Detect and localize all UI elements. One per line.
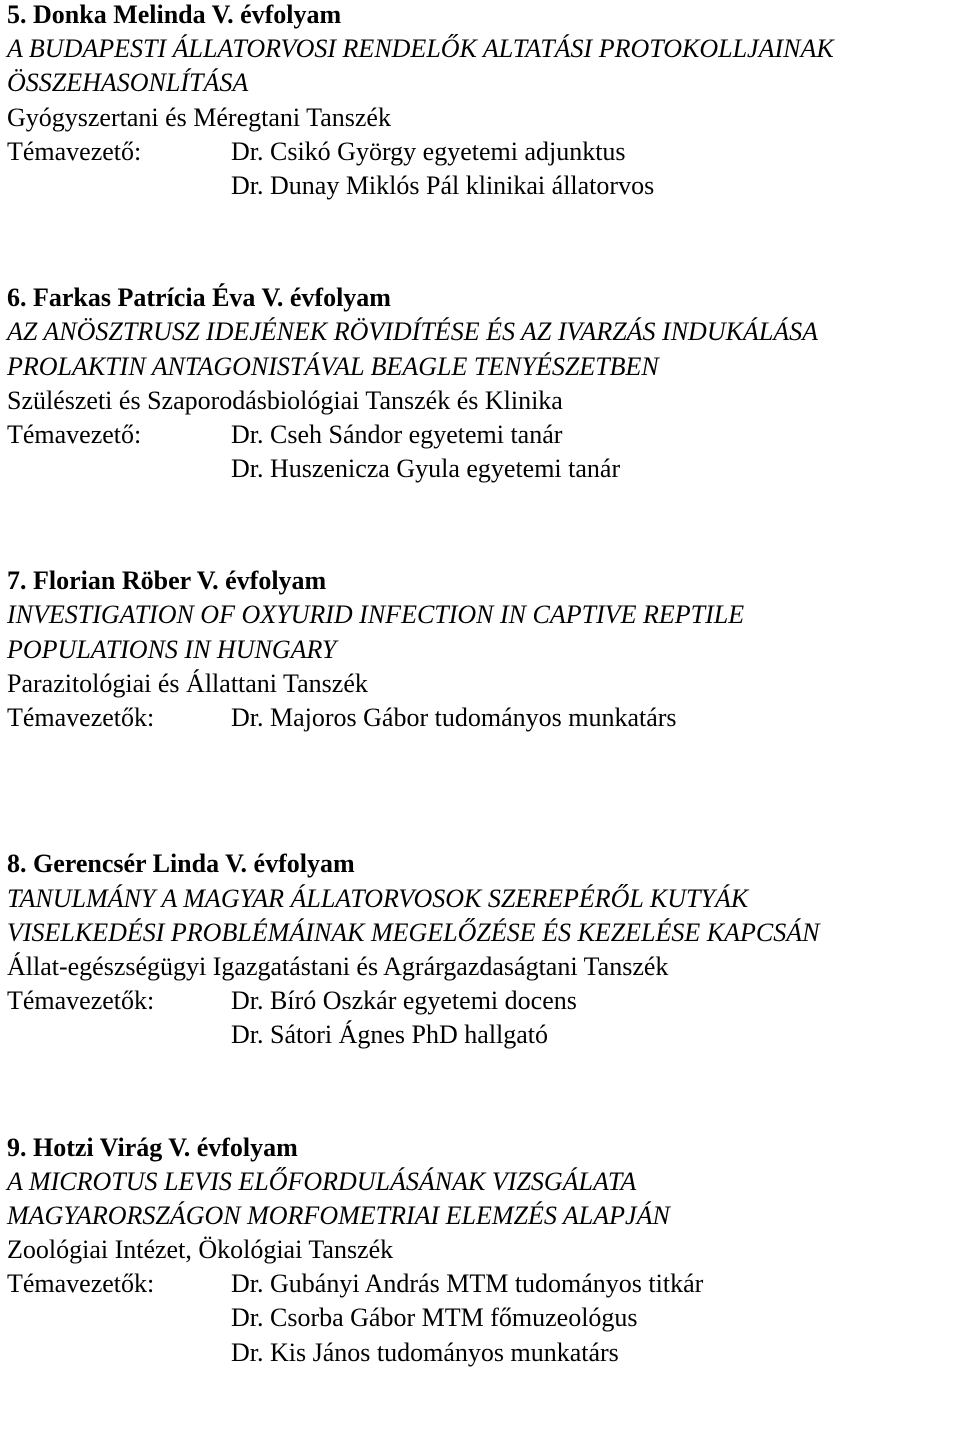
supervisor-row-1 — [7, 701, 957, 735]
department: Szülészeti és Szaporodásbiológiai Tanszék és Klinika — [7, 385, 563, 415]
supervisor-name: Dr. Huszenicza Gyula egyetemi tanár — [231, 454, 621, 484]
thesis-title-line-2: ÖSSZEHASONLÍTÁSA — [7, 68, 249, 98]
supervisor-name: Dr. Cseh Sándor egyetemi tanár — [231, 419, 563, 449]
supervisor-row-2 — [7, 1018, 957, 1052]
thesis-entry-8 — [7, 847, 957, 1052]
supervisor-row-1 — [7, 984, 957, 1018]
thesis-entry-5 — [7, 0, 957, 203]
thesis-title-line-1: TANULMÁNY A MAGYAR ÁLLATORVOSOK SZEREPÉRŐL KUTYÁK — [7, 883, 749, 913]
supervisor-name: Dr. Majoros Gábor tudományos munkatárs — [231, 703, 677, 732]
thesis-entry-7 — [7, 564, 957, 769]
thesis-title-line-1: A BUDAPESTI ÁLLATORVOSI RENDELŐK ALTATÁSI PROTOKOLLJAINAK — [7, 34, 834, 64]
supervisor-name: Dr. Bíró Oszkár egyetemi docens — [231, 986, 577, 1016]
supervisor-name: Dr. Dunay Miklós Pál klinikai állatorvos — [231, 170, 655, 200]
supervisor-row-2 — [7, 169, 957, 203]
supervisor-row-1 — [7, 135, 957, 169]
thesis-title-line-1: INVESTIGATION OF OXYURID INFECTION IN CAPTIVE REPTILE — [7, 600, 745, 630]
student-heading: 9. Hotzi Virág V. évfolyam — [7, 1132, 298, 1162]
supervisor-name: Dr. Csikó György egyetemi adjunktus — [231, 136, 626, 166]
thesis-title-line-1: A MICROTUS LEVIS ELŐFORDULÁSÁNAK VIZSGÁLATA — [7, 1166, 637, 1196]
supervisor-row-1 — [7, 1267, 957, 1301]
thesis-title-line-2: POPULATIONS IN HUNGARY — [7, 634, 337, 664]
department: Gyógyszertani és Méregtani Tanszék — [7, 102, 391, 132]
thesis-title-line-2: PROLAKTIN ANTAGONISTÁVAL BEAGLE TENYÉSZETBEN — [7, 351, 659, 381]
thesis-title-line-2: MAGYARORSZÁGON MORFOMETRIAI ELEMZÉS ALAPJÁN — [7, 1200, 670, 1230]
thesis-title-line-2: VISELKEDÉSI PROBLÉMÁINAK MEGELŐZÉSE ÉS KEZELÉSE KAPCSÁN — [7, 917, 820, 947]
supervisor-name: Dr. Sátori Ágnes PhD hallgató — [231, 1020, 549, 1050]
supervisor-label: Témavezető: — [7, 136, 142, 166]
supervisor-row-2 — [7, 452, 957, 486]
student-heading: 6. Farkas Patrícia Éva V. évfolyam — [7, 283, 391, 313]
supervisor-row-3 — [7, 1336, 957, 1370]
supervisor-label: Témavezetők: — [7, 1269, 155, 1299]
supervisor-name: Dr. Kis János tudományos munkatárs — [231, 1337, 619, 1367]
department: Állat-egészségügyi Igazgatástani és Agrárgazdaságtani Tanszék — [7, 951, 669, 981]
supervisor-row-2 — [7, 1301, 957, 1335]
student-heading: 5. Donka Melinda V. évfolyam — [7, 0, 342, 29]
document-page — [7, 0, 957, 1448]
department: Parazitológiai és Állattani Tanszék — [7, 668, 368, 698]
student-heading: 8. Gerencsér Linda V. évfolyam — [7, 849, 355, 879]
thesis-entry-9 — [7, 1131, 957, 1370]
student-heading: 7. Florian Röber V. évfolyam — [7, 566, 327, 596]
department: Zoológiai Intézet, Ökológiai Tanszék — [7, 1235, 394, 1265]
supervisor-row-1 — [7, 418, 957, 452]
supervisor-label: Témavezető: — [7, 419, 142, 449]
thesis-title-line-1: AZ ANÖSZTRUSZ IDEJÉNEK RÖVIDÍTÉSE ÉS AZ IVARZÁS INDUKÁLÁSA — [7, 317, 819, 347]
supervisor-name: Dr. Csorba Gábor MTM főmuzeológus — [231, 1303, 638, 1333]
supervisor-label: Témavezetők: — [7, 986, 155, 1016]
supervisor-label: Témavezetők: — [7, 703, 155, 732]
supervisor-name: Dr. Gubányi András MTM tudományos titkár — [231, 1269, 704, 1299]
thesis-entry-6 — [7, 281, 957, 486]
